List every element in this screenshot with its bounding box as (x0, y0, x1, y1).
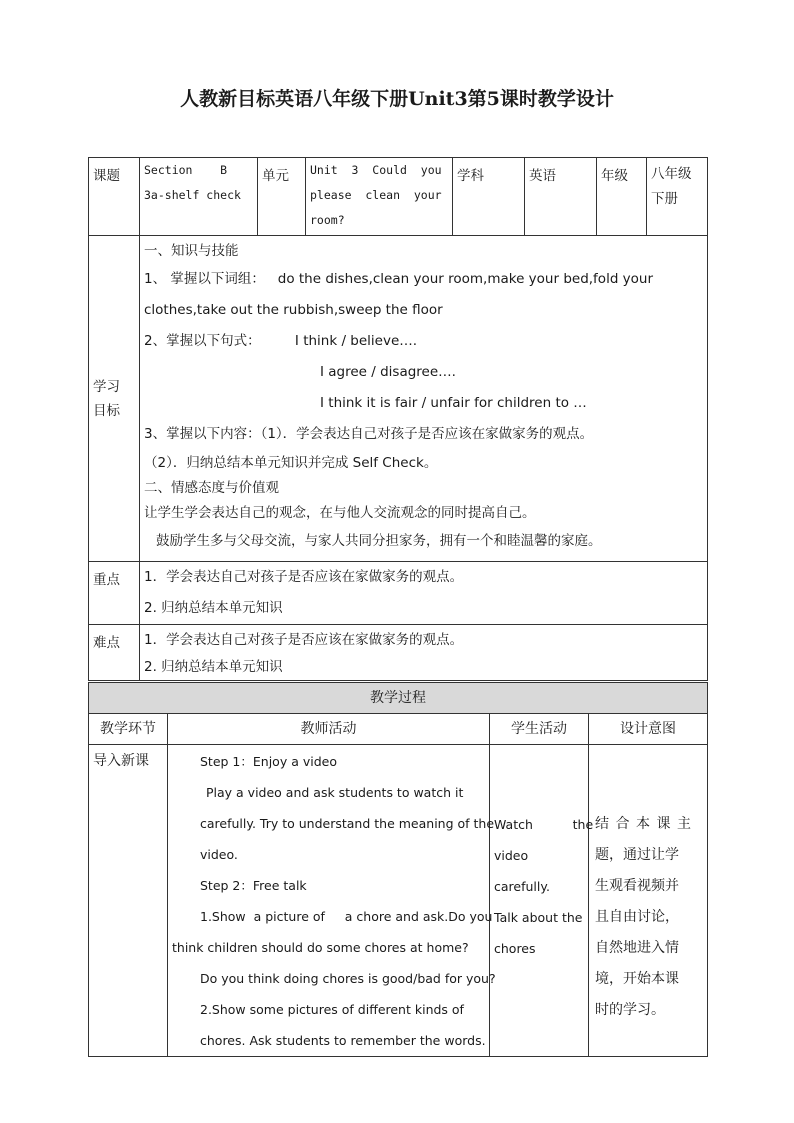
info-row (89, 158, 708, 236)
stage-cell: 导入新课 (89, 745, 168, 1057)
objectives-line: 鼓励学生多与父母交流，与家人共同分担家务，拥有一个和睦温馨的家庭。 (156, 533, 602, 549)
topic-label: 课题 (89, 158, 140, 236)
purpose-line: 时的学习。 (595, 1002, 665, 1018)
student-activity-cell (490, 745, 594, 1057)
grade-line: 下册 (651, 191, 678, 207)
topic-value (140, 158, 258, 236)
unit-line: please clean your (310, 188, 442, 202)
key-point-line: 1．学会表达自己对孩子是否应该在家做家务的观点。 (144, 569, 464, 585)
design-purpose-cell (589, 745, 708, 1057)
difficult-points-row (89, 625, 708, 681)
subject-value: 英语 (525, 158, 597, 236)
key-points-label: 重点 (89, 562, 140, 625)
grade-value (647, 158, 708, 236)
purpose-line: 且自由讨论， (595, 909, 679, 925)
grade-line: 八年级 (651, 166, 692, 182)
student-line: Watch the (494, 817, 594, 832)
objectives-line: 二、情感态度与价值观 (144, 480, 279, 496)
process-section-title: 教学过程 (89, 683, 708, 714)
purpose-line: 题，通过让学 (595, 847, 679, 863)
process-row (89, 745, 708, 1057)
unit-line: Unit 3 Could you (310, 163, 442, 177)
header-cell: 教学环节 (89, 714, 168, 745)
difficult-points-content (140, 625, 708, 681)
objectives-line: I think it is fair / unfair for children to … (320, 395, 587, 411)
difficult-point-line: 1．学会表达自己对孩子是否应该在家做家务的观点。 (144, 632, 464, 648)
key-points-content (140, 562, 708, 625)
teacher-line: think children should do some chores at home? (172, 940, 469, 955)
student-line: video (494, 848, 529, 863)
key-point-line: 2. 归纳总结本单元知识 (144, 600, 283, 616)
process-header-row (89, 714, 708, 745)
header-cell: 学生活动 (490, 714, 589, 745)
purpose-line: 结合本课主 (595, 816, 691, 832)
topic-line: 3a-shelf check (144, 188, 241, 202)
objectives-line: I agree / disagree…. (320, 364, 456, 380)
objectives-line: 2、掌握以下句式： I think / believe…. (144, 333, 418, 349)
difficult-points-label: 难点 (89, 625, 140, 681)
purpose-line: 生观看视频并 (595, 878, 679, 894)
unit-line: room? (310, 213, 345, 227)
student-line: chores (494, 941, 536, 956)
difficult-point-line: 2. 归纳总结本单元知识 (144, 659, 283, 675)
teacher-line: 1.Show a picture of a chore and ask.Do you (200, 909, 493, 924)
unit-label: 单元 (258, 158, 306, 236)
unit-value (306, 158, 453, 236)
objectives-line: 一、知识与技能 (144, 243, 239, 259)
page-title: 人教新目标英语八年级下册Unit3第5课时教学设计 (180, 88, 614, 110)
lesson-info-table (88, 157, 708, 681)
purpose-line: 境，开始本课 (595, 971, 679, 987)
topic-line: Section B (144, 163, 228, 177)
key-points-row (89, 562, 708, 625)
process-section-row (89, 683, 708, 714)
objectives-line: 让学生学会表达自己的观念，在与他人交流观念的同时提高自己。 (144, 505, 536, 521)
objectives-content (140, 236, 708, 562)
header-cell: 设计意图 (589, 714, 708, 745)
teacher-line: Do you think doing chores is good/bad for you? (200, 971, 496, 986)
objectives-label-line: 学习 (93, 378, 120, 395)
objectives-line: （2）．归纳总结本单元知识并完成 Self Check。 (144, 455, 438, 471)
grade-label: 年级 (597, 158, 647, 236)
objectives-row (89, 236, 708, 562)
student-line: carefully. (494, 879, 550, 894)
teacher-line: carefully. Try to understand the meaning of the (200, 816, 495, 831)
teacher-line: Step 1：Enjoy a video (200, 754, 337, 769)
objectives-line: 1、 掌握以下词组： do the dishes,clean your room,make your bed,fold your (144, 271, 654, 287)
process-table (88, 682, 708, 1057)
teacher-line: 2.Show some pictures of different kinds of (200, 1002, 464, 1017)
teacher-activity-cell (168, 745, 496, 1057)
teacher-line: video. (200, 847, 238, 862)
objectives-line: clothes,take out the rubbish,sweep the floor (144, 302, 443, 318)
teacher-line: chores. Ask students to remember the words. (200, 1033, 486, 1048)
purpose-line: 自然地进入情 (595, 940, 679, 956)
objectives-label (89, 236, 140, 562)
subject-label: 学科 (453, 158, 525, 236)
teacher-line: Step 2：Free talk (200, 878, 307, 893)
student-line: Talk about the (494, 910, 583, 925)
teacher-line: Play a video and ask students to watch it (206, 785, 464, 800)
objectives-label-line: 目标 (93, 402, 120, 419)
header-cell: 教师活动 (168, 714, 490, 745)
objectives-line: 3、掌握以下内容：（1）．学会表达自己对孩子是否应该在家做家务的观点。 (144, 426, 594, 442)
